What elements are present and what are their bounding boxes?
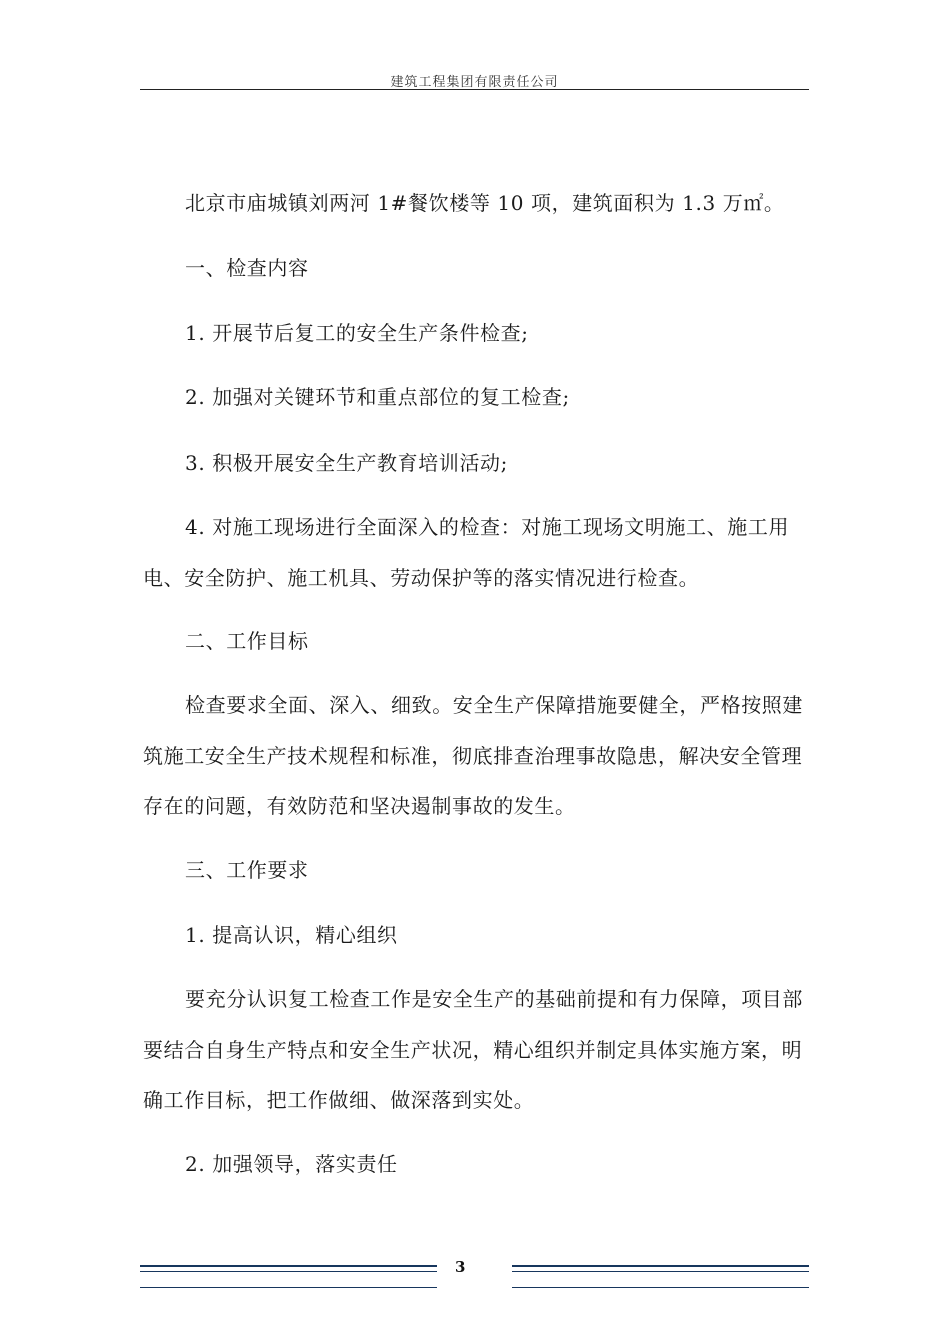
section-heading-inspection: 一、检查内容 (185, 256, 309, 280)
list-item: 1. 开展节后复工的安全生产条件检查; (185, 321, 529, 345)
section-heading-goals: 二、工作目标 (185, 629, 309, 653)
footer-rule-left-under (140, 1287, 437, 1288)
running-header: 建筑工程集团有限责任公司 (390, 75, 559, 90)
footer-rule-right-under (512, 1287, 809, 1288)
subheading: 2. 加强领导，落实责任 (185, 1152, 398, 1176)
paragraph-line: 要结合自身生产特点和安全生产状况，精心组织并制定具体实施方案，明 (143, 1038, 803, 1062)
list-item: 2. 加强对关键环节和重点部位的复工检查; (185, 385, 570, 409)
footer-rule-right-top (512, 1265, 809, 1267)
paragraph-line: 确工作目标，把工作做细、做深落到实处。 (143, 1088, 535, 1112)
paragraph-line: 存在的问题，有效防范和坚决遏制事故的发生。 (143, 794, 576, 818)
page-footer (0, 1262, 950, 1292)
footer-rule-left-top (140, 1265, 437, 1267)
list-item: 4. 对施工现场进行全面深入的检查：对施工现场文明施工、施工用 (185, 515, 790, 539)
paragraph-line: 检查要求全面、深入、细致。安全生产保障措施要健全，严格按照建 (185, 693, 803, 717)
section-heading-requirements: 三、工作要求 (185, 858, 309, 882)
footer-rule-right-bottom (512, 1271, 809, 1272)
intro-paragraph: 北京市庙城镇刘两河 1#餐饮楼等 10 项，建筑面积为 1.3 万㎡。 (185, 191, 785, 215)
footer-rule-left-bottom (140, 1271, 437, 1272)
list-item-continuation: 电、安全防护、施工机具、劳动保护等的落实情况进行检查。 (143, 566, 700, 590)
page-number: 3 (455, 1258, 466, 1276)
paragraph-line: 要充分认识复工检查工作是安全生产的基础前提和有力保障，项目部 (185, 987, 803, 1011)
subheading: 1. 提高认识，精心组织 (185, 923, 398, 947)
header-divider (140, 89, 809, 90)
paragraph-line: 筑施工安全生产技术规程和标准，彻底排查治理事故隐患，解决安全管理 (143, 744, 803, 768)
list-item: 3. 积极开展安全生产教育培训活动; (185, 451, 508, 475)
